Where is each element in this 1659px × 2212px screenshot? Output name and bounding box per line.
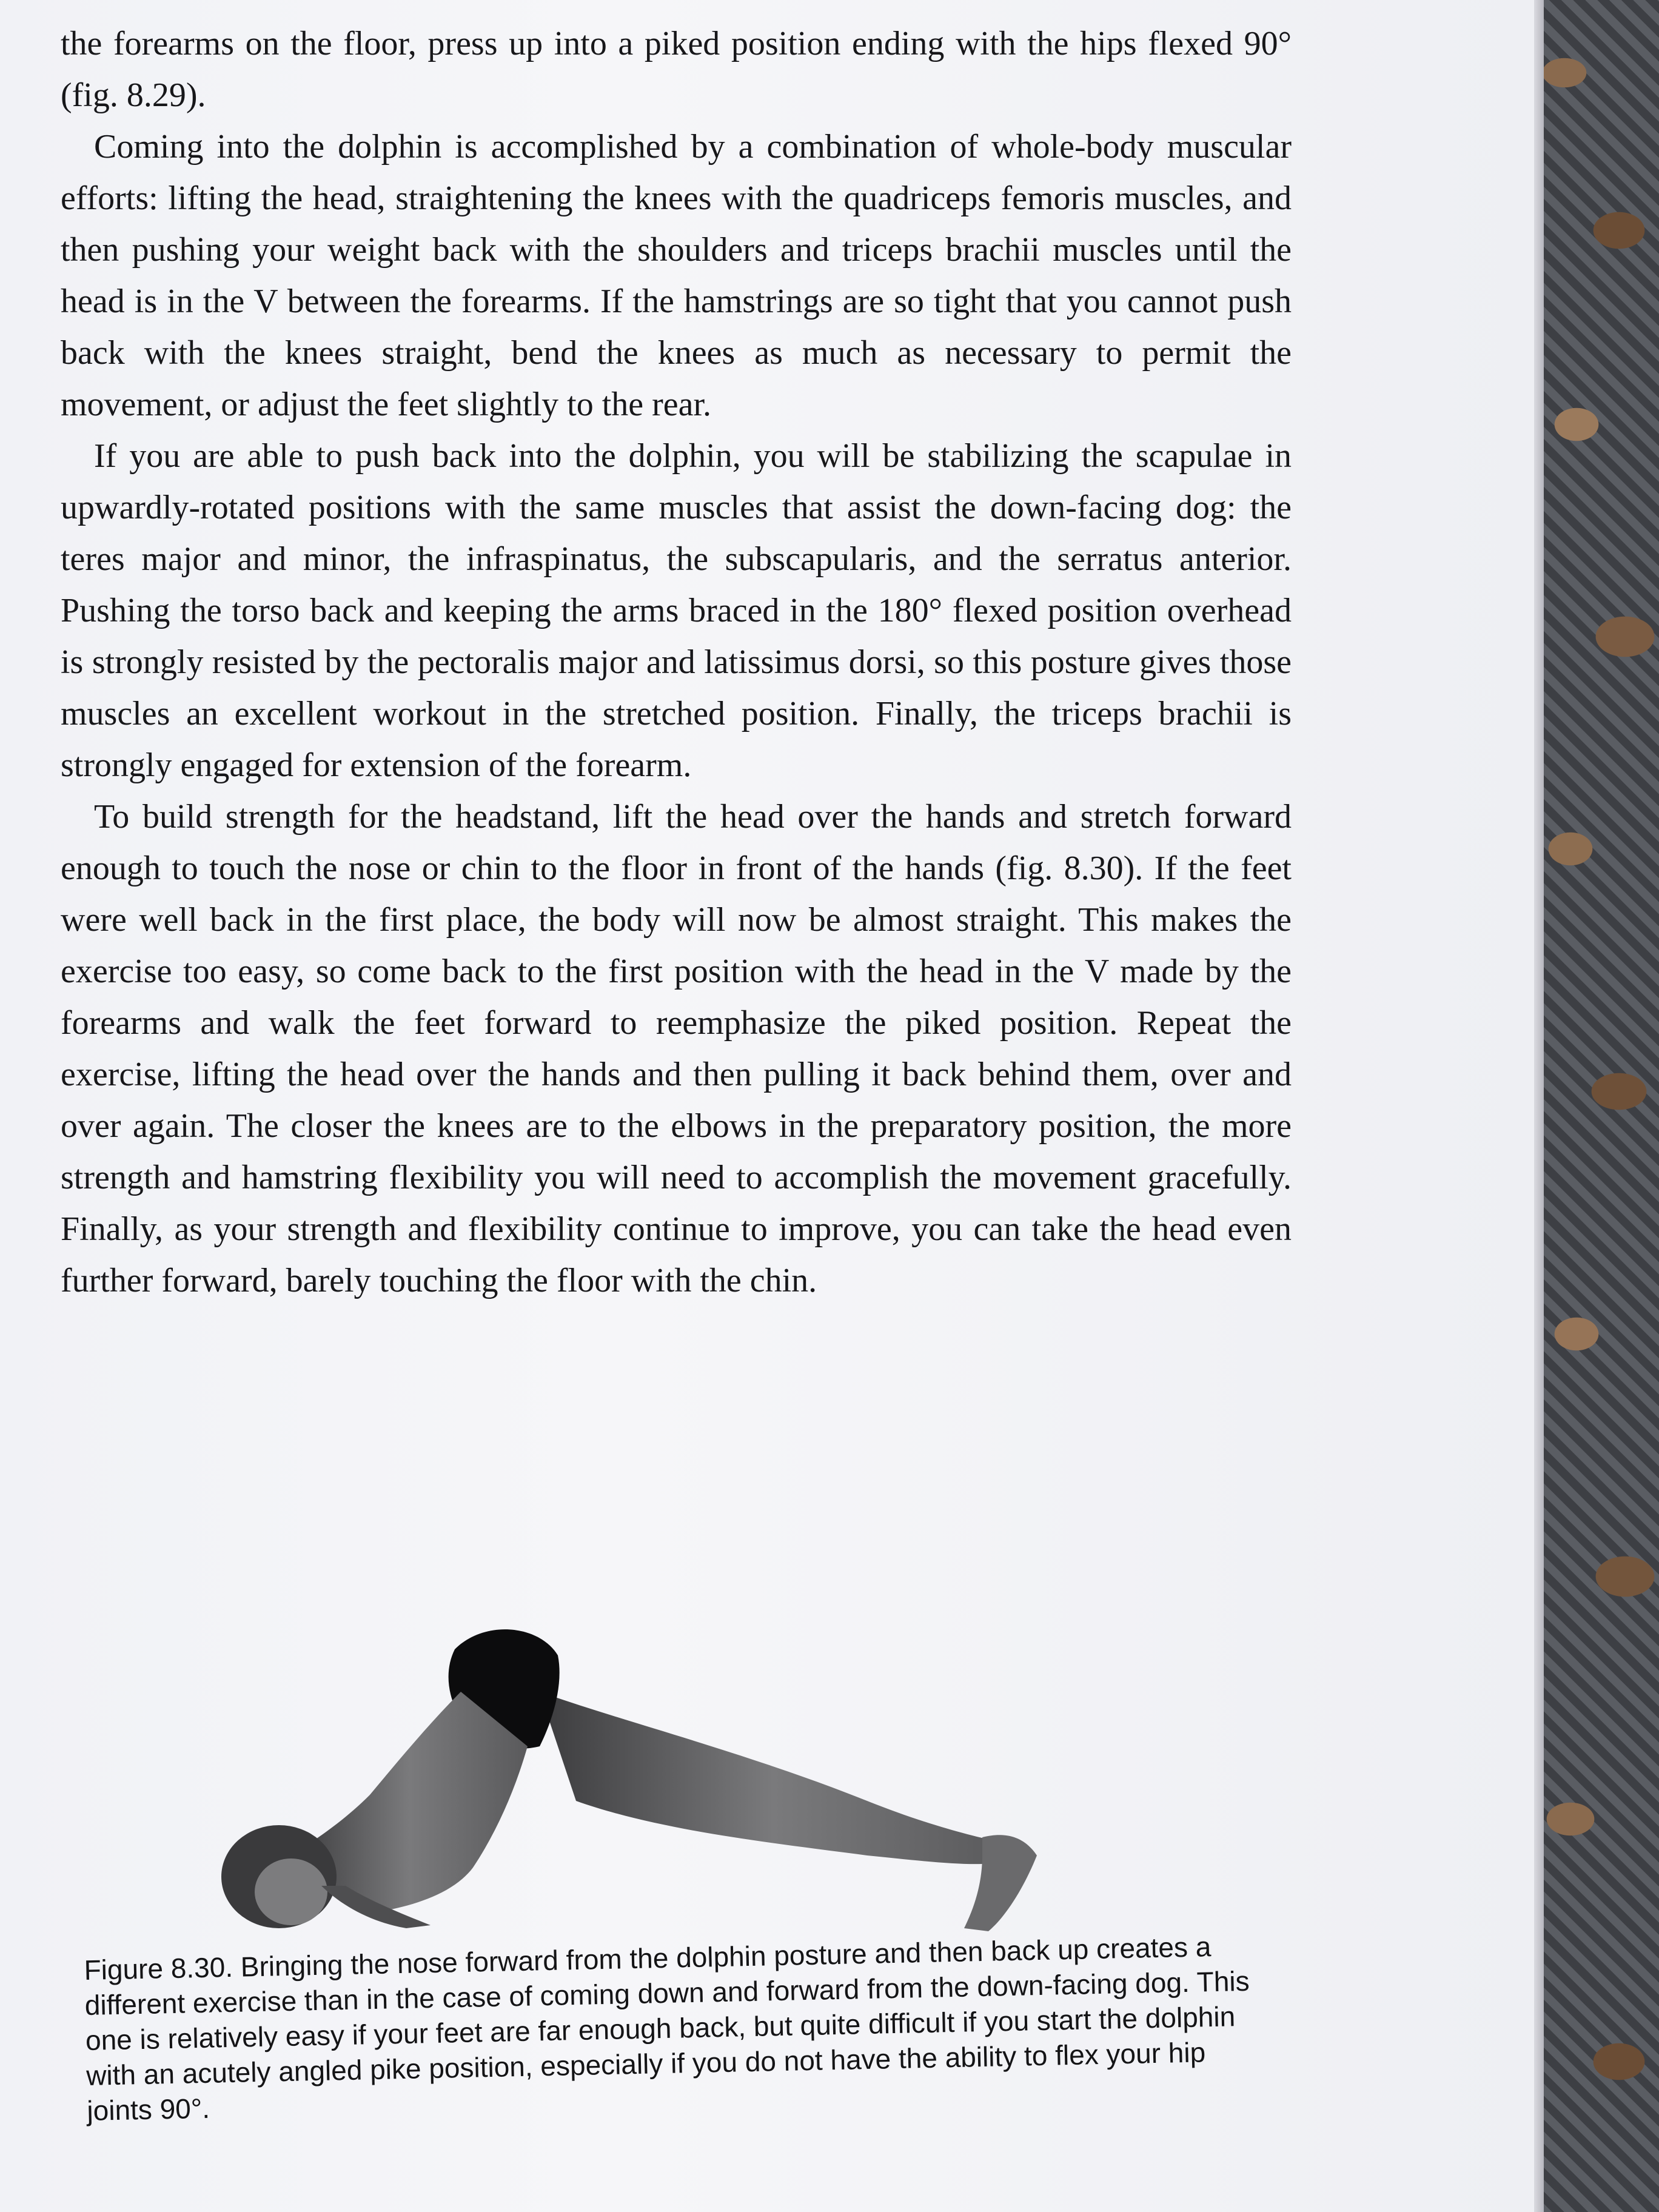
body-text [61,18,1292,1307]
carpet-background [1540,0,1659,2212]
figure-dolphin-photo [200,1601,1158,1940]
legs-shape [540,1692,1007,1864]
paragraph-1: the forearms on the floor, press up into a piked position ending with the hips flexed 90° (fig. 8.29). [61,25,1292,114]
paragraph-4: To build strength for the headstand, lift the head over the hands and stretch forward enough to touch the nose or chin to the floor in front of the hands (fig. 8.30). If the feet were well back in the first place, the body will now be almost straight. This makes the exercise too easy, so come back to the first position with the head in the V made by the forearms and walk the feet forward to reemphasize the piked position. Repeat the exercise, lifting the head over the hands and then pulling it back behind them, over and over again. The closer the knees are to the elbows in the preparatory position, the more strength and hamstring flexibility you will need to accomplish the movement gracefully. Finally, as your strength and flexibility continue to improve, you can take the head even further forward, barely touching the floor with the chin. [61,798,1292,1299]
paragraph-3: If you are able to push back into the dolphin, you will be stabilizing the scapulae in upwardly-rotated positions with the same muscles that assist the down-facing dog: the teres major and minor, the infraspinatus, the subscapularis, and the serratus anterior. Pushing the torso back and keeping the arms braced in the 180° flexed position overhead is strongly resisted by the pectoralis major and latissimus dorsi, so this posture gives those muscles an excellent workout in the stretched position. Finally, the triceps brachii is strongly engaged for extension of the forearm. [61,437,1292,784]
figure-caption: Figure 8.30. Bringing the nose forward from the dolphin posture and then back up creates a different exercise than in the case of coming down and forward from the down-facing dog. This one is relatively easy if your feet are far enough back, but quite difficult if you start the dolphin with an acutely angled pike position, especially if you do not have the ability to flex your hip joints 90°. [84,1931,1250,2127]
paragraph-2: Coming into the dolphin is accomplished by a combination of whole-body muscular efforts: lifting the head, straightening the knees with the quadriceps femoris muscles, and then pushing your weight back with the shoulders and triceps brachii muscles until the head is in the V between the forearms. If the hamstrings are so tight that you cannot push back with the knees straight, bend the knees as much as necessary to permit the movement, or adjust the feet slightly to the rear. [61,128,1292,423]
